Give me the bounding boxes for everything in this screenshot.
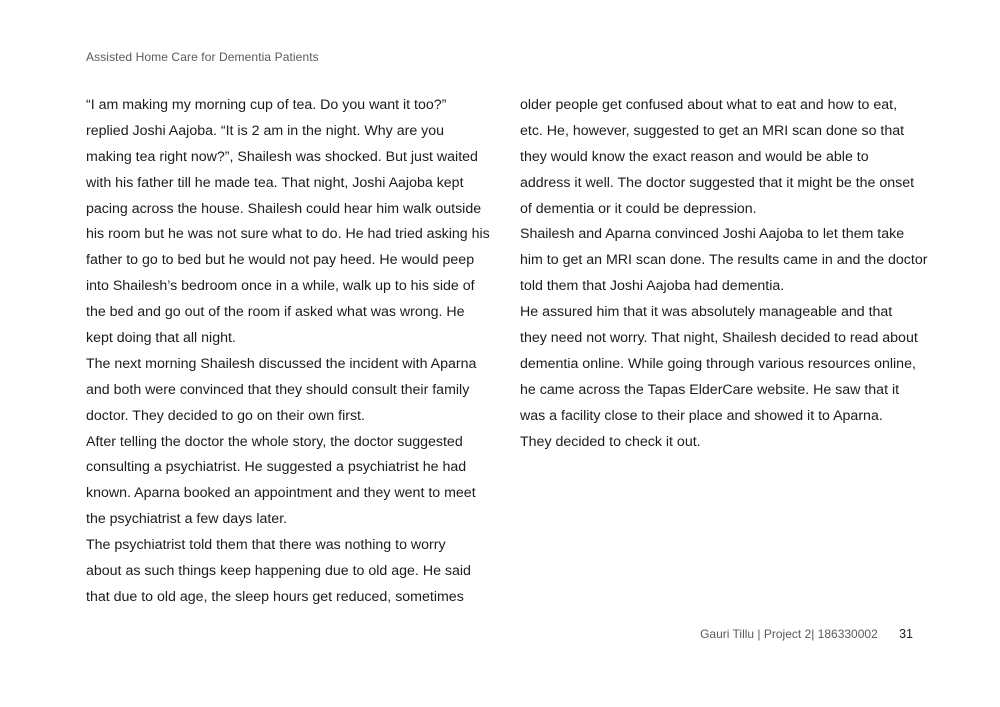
footer-author-info: Gauri Tillu | Project 2| 186330002	[700, 627, 878, 641]
text-line: consulting a psychiatrist. He suggested a psychiatrist he had	[86, 459, 467, 476]
text-line: with his father till he made tea. That night, Joshi Aajoba kept	[86, 174, 464, 191]
text-line: about as such things keep happening due to old age. He said	[86, 563, 471, 580]
running-header: Assisted Home Care for Dementia Patients	[86, 50, 319, 64]
text-line: pacing across the house. Shailesh could hear him walk outside	[86, 200, 482, 217]
text-line: him to get an MRI scan done. The results came in and the doctor	[520, 252, 928, 269]
text-line: and both were convinced that they should consult their family	[86, 381, 470, 398]
text-line: dementia online. While going through various resources online,	[520, 355, 916, 372]
text-line: making tea right now?”, Shailesh was shocked. But just waited	[86, 148, 478, 165]
text-line: was a facility close to their place and showed it to Aparna.	[520, 407, 883, 424]
text-line: He assured him that it was absolutely manageable and that	[520, 304, 893, 321]
left-text-column	[86, 93, 491, 611]
text-line: After telling the doctor the whole story, the doctor suggested	[86, 433, 463, 450]
text-line: They decided to check it out.	[520, 433, 701, 450]
text-line: etc. He, however, suggested to get an MRI scan done so that	[520, 122, 905, 139]
text-line: replied Joshi Aajoba. “It is 2 am in the night. Why are you	[86, 122, 445, 139]
text-line: doctor. They decided to go on their own first.	[86, 407, 365, 424]
text-line: the bed and go out of the room if asked what was wrong. He	[86, 304, 465, 321]
text-line: “I am making my morning cup of tea. Do you want it too?”	[86, 97, 447, 113]
page-footer	[700, 627, 913, 641]
text-line: older people get confused about what to eat and how to eat,	[520, 97, 898, 113]
text-line: address it well. The doctor suggested that it might be the onset	[520, 174, 915, 191]
text-line: Shailesh and Aparna convinced Joshi Aajoba to let them take	[520, 226, 905, 243]
text-line: The next morning Shailesh discussed the incident with Aparna	[86, 355, 477, 372]
text-line: kept doing that all night.	[86, 330, 236, 347]
text-line: the psychiatrist a few days later.	[86, 511, 288, 528]
text-line: they would know the exact reason and would be able to	[520, 148, 869, 165]
text-line: father to go to bed but he would not pay heed. He would peep	[86, 252, 475, 269]
text-line: of dementia or it could be depression.	[520, 200, 757, 217]
text-line: he came across the Tapas ElderCare website. He saw that it	[520, 381, 900, 398]
page-number: 31	[899, 627, 913, 641]
text-line: they need not worry. That night, Shailesh decided to read about	[520, 330, 918, 347]
text-line: told them that Joshi Aajoba had dementia.	[520, 278, 785, 295]
text-line: into Shailesh’s bedroom once in a while, walk up to his side of	[86, 278, 475, 295]
text-line: his room but he was not sure what to do. He had tried asking his	[86, 226, 490, 243]
text-line: that due to old age, the sleep hours get reduced, sometimes	[86, 588, 464, 605]
text-line: The psychiatrist told them that there was nothing to worry	[86, 537, 446, 554]
text-line: known. Aparna booked an appointment and they went to meet	[86, 485, 476, 502]
right-text-column	[520, 93, 928, 455]
